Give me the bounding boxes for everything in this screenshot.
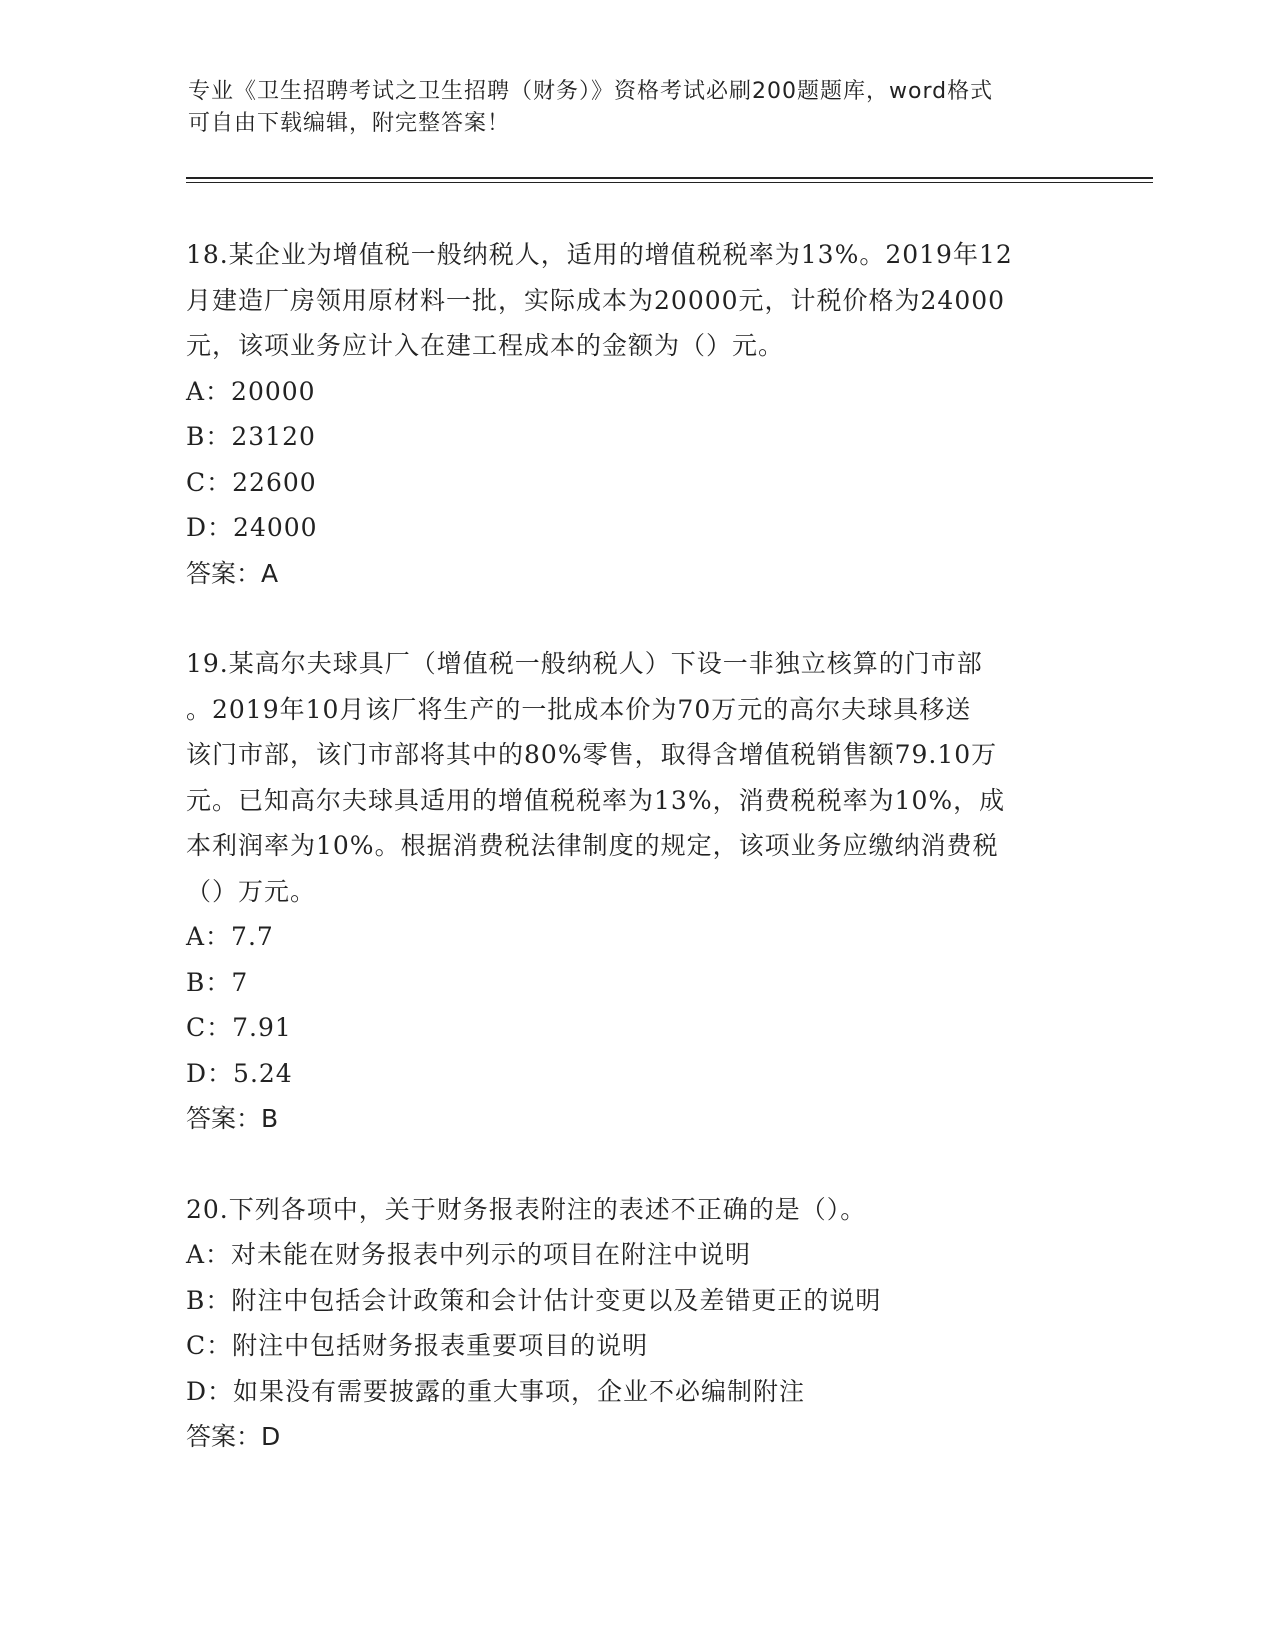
option-d: D：5.24: [186, 1058, 293, 1088]
option-a: A：20000: [186, 376, 316, 406]
answer-label: 答案：B: [186, 1104, 279, 1133]
header-line: 专业《卫生招聘考试之卫生招聘（财务）》资格考试必刷200题题库，word格式: [188, 79, 994, 104]
question-19: [186, 641, 1086, 1142]
option-b: B：7: [186, 967, 249, 997]
option-d: D：如果没有需要披露的重大事项，企业不必编制附注: [186, 1376, 806, 1406]
header-divider: [186, 177, 1153, 179]
option-b: B：23120: [186, 422, 316, 451]
option-b: B：附注中包括会计政策和会计估计变更以及差错更正的说明: [186, 1285, 882, 1315]
document-header: [188, 76, 1088, 140]
header-divider-thin: [186, 182, 1153, 183]
question-text-line: 元。已知高尔夫球具适用的增值税税率为13%，消费税税率为10%，成: [186, 785, 1006, 815]
question-text-line: 该门市部，该门市部将其中的80%零售，取得含增值税销售额79.10万: [186, 740, 998, 769]
option-c: C：附注中包括财务报表重要项目的说明: [186, 1331, 649, 1360]
question-list: [186, 232, 1086, 1505]
option-a: A：7.7: [186, 922, 274, 951]
option-a: A：对未能在财务报表中列示的项目在附注中说明: [186, 1240, 752, 1269]
answer-label: 答案：D: [186, 1422, 281, 1451]
question-text-line: 本利润率为10%。根据消费税法律制度的规定，该项业务应缴纳消费税: [186, 831, 999, 860]
option-c: C：22600: [186, 467, 317, 497]
question-text-line: 20.下列各项中，关于财务报表附注的表述不正确的是（）。: [186, 1194, 867, 1224]
question-text-line: 月建造厂房领用原材料一批，实际成本为20000元，计税价格为24000: [186, 285, 1006, 315]
question-text-line: （）万元。: [186, 876, 317, 906]
question-text-line: 。2019年10月该厂将生产的一批成本价为70万元的高尔夫球具移送: [186, 694, 972, 724]
question-text-line: 19.某高尔夫球具厂（增值税一般纳税人）下设一非独立核算的门市部: [186, 649, 983, 678]
answer-label: 答案：A: [186, 558, 279, 588]
option-d: D：24000: [186, 513, 318, 542]
question-text-line: 18.某企业为增值税一般纳税人，适用的增值税税率为13%。2019年12: [186, 240, 1013, 269]
question-18: [186, 232, 1086, 596]
question-text-line: 元，该项业务应计入在建工程成本的金额为（）元。: [186, 331, 785, 360]
option-c: C：7.91: [186, 1013, 292, 1042]
question-20: [186, 1187, 1086, 1460]
header-line: 可自由下载编辑，附完整答案！: [188, 111, 511, 136]
